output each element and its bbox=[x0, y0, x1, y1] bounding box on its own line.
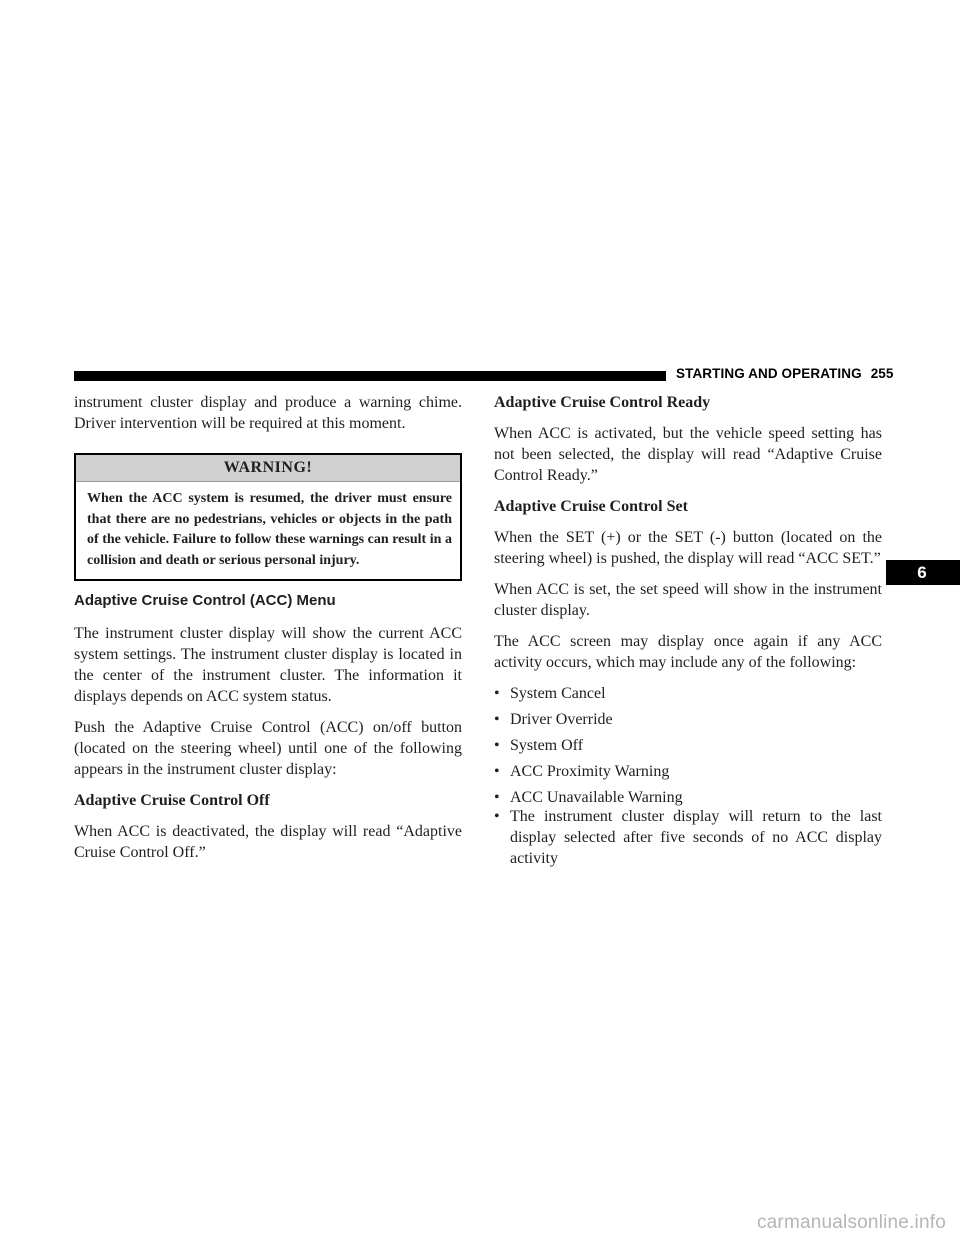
left-column bbox=[74, 392, 462, 873]
list-item bbox=[494, 787, 882, 808]
list-item bbox=[494, 709, 882, 730]
bullet-icon: • bbox=[494, 711, 500, 728]
watermark: carmanualsonline.info bbox=[756, 1212, 946, 1233]
running-header bbox=[676, 366, 894, 381]
acc-off-paragraph: When ACC is deactivated, the display will read “Adaptive Cruise Control Off.” bbox=[74, 823, 462, 861]
bullet-icon: • bbox=[494, 685, 500, 702]
bullet-icon: • bbox=[494, 789, 500, 806]
list-item-text: System Off bbox=[510, 737, 584, 754]
warning-title: WARNING! bbox=[76, 455, 460, 482]
section-title: STARTING AND OPERATING bbox=[676, 366, 862, 381]
section-heading: Adaptive Cruise Control (ACC) Menu bbox=[74, 592, 336, 609]
right-column bbox=[494, 392, 882, 874]
acc-set-paragraph-2: When ACC is set, the set speed will show in the instrument cluster display. bbox=[494, 581, 882, 619]
acc-ready-paragraph: When ACC is activated, but the vehicle speed setting has not been selected, the display will read “Adaptive Cruise Control Ready.” bbox=[494, 425, 882, 484]
list-item bbox=[494, 761, 882, 782]
bullet-icon: • bbox=[494, 808, 500, 825]
list-item bbox=[494, 806, 882, 869]
acc-set-paragraph-1: When the SET (+) or the SET (-) button (located on the steering wheel) is pushed, the display will read “ACC SET.” bbox=[494, 529, 882, 567]
warning-box bbox=[74, 453, 462, 581]
chapter-tab bbox=[886, 560, 960, 585]
list-item-text: ACC Proximity Warning bbox=[510, 763, 670, 780]
list-item bbox=[494, 683, 882, 704]
list-item-text: ACC Unavailable Warning bbox=[510, 789, 683, 806]
activity-list bbox=[494, 683, 882, 869]
list-item-text: Driver Override bbox=[510, 711, 613, 728]
list-item-text: The instrument cluster display will return to the last display selected after five seconds of no ACC display activity bbox=[510, 808, 882, 867]
menu-paragraph-1: The instrument cluster display will show the current ACC system settings. The instrument cluster display is located in the center of the instrument cluster. The information it displays depends on ACC system status. bbox=[74, 625, 462, 705]
page-number: 255 bbox=[870, 366, 894, 381]
list-item-text: System Cancel bbox=[510, 685, 606, 702]
menu-paragraph-2: Push the Adaptive Cruise Control (ACC) on/off button (located on the steering wheel) until one of the following appears in the instrument cluster display: bbox=[74, 719, 462, 778]
bullet-icon: • bbox=[494, 763, 500, 780]
intro-paragraph: instrument cluster display and produce a warning chime. Driver intervention will be required at this moment. bbox=[74, 394, 462, 432]
acc-screen-paragraph: The ACC screen may display once again if any ACC activity occurs, which may include any of the following: bbox=[494, 633, 882, 671]
bullet-icon: • bbox=[494, 737, 500, 754]
warning-body: When the ACC system is resumed, the driver must ensure that there are no pedestrians, vehicles or objects in the path of the vehicle. Failure to follow these warnings can result in a collision and death or serious personal injury. bbox=[87, 491, 452, 568]
subhead-acc-off: Adaptive Cruise Control Off bbox=[74, 792, 270, 809]
list-item bbox=[494, 735, 882, 756]
header-rule bbox=[74, 371, 666, 381]
chapter-number: 6 bbox=[917, 563, 927, 582]
subhead-acc-ready: Adaptive Cruise Control Ready bbox=[494, 394, 711, 411]
subhead-acc-set: Adaptive Cruise Control Set bbox=[494, 498, 688, 515]
